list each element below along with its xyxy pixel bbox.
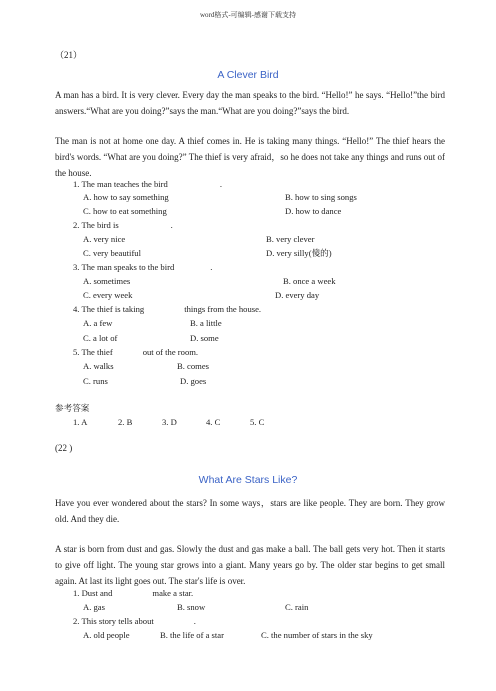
- question-text: 2. This story tells about: [73, 616, 154, 626]
- answer-1: 1. A: [73, 417, 88, 427]
- section-21-paragraph-1: A man has a bird. It is very clever. Every day the man speaks to the bird. “Hello!” he says. “Hello!”the bird answers.“What are you doing?”says the man.“What are you doing?”says the bird.: [55, 90, 445, 116]
- answer-2: 2. B: [118, 417, 133, 427]
- section-21-number: （21）: [55, 50, 83, 60]
- section-22-paragraph-1: Have you ever wondered about the stars? In some ways，stars are like people. They are born. They grow old. And they die.: [55, 498, 445, 524]
- question-end: .: [210, 262, 213, 272]
- question-end: .: [170, 220, 173, 230]
- s21-q4-option-a: A. a few: [83, 318, 113, 328]
- section-21-title: A Clever Bird: [217, 69, 279, 81]
- s22-q2-option-c: C. the number of stars in the sky: [261, 630, 373, 640]
- question-text: 5. The thief: [73, 347, 113, 357]
- section-22-title: What Are Stars Like?: [198, 474, 298, 486]
- question-text: 1. The man teaches the bird: [73, 179, 168, 189]
- answer-3: 3. D: [162, 417, 177, 427]
- s21-q5-option-c: C. runs: [83, 376, 108, 386]
- s21-question-3: [73, 261, 212, 274]
- s21-q5-option-d: D. goes: [180, 376, 207, 386]
- s21-q2-option-d: D. very silly(傻的): [266, 248, 332, 258]
- question-end: make a star.: [152, 588, 194, 598]
- s22-q1-option-a: A. gas: [83, 602, 105, 612]
- question-end: .: [219, 179, 222, 189]
- s21-q3-option-b: B. once a week: [283, 276, 336, 286]
- s21-q4-option-d: D. some: [190, 333, 219, 343]
- s22-q2-option-b: B. the life of a star: [160, 630, 224, 640]
- s21-q3-option-a: A. sometimes: [83, 276, 131, 286]
- s21-q2-option-a: A. very nice: [83, 234, 126, 244]
- question-end: out of the room.: [142, 347, 199, 357]
- s22-question-2: [73, 615, 196, 628]
- s21-q5-option-a: A. walks: [83, 361, 114, 371]
- s21-q1-option-c: C. how to eat something: [83, 206, 167, 216]
- s21-q5-option-b: B. comes: [177, 361, 209, 371]
- s21-q3-option-d: D. every day: [275, 290, 320, 300]
- section-22-number: (22 ): [55, 443, 73, 453]
- s21-q4-option-c: C. a lot of: [83, 333, 118, 343]
- s21-q1-option-b: B. how to sing songs: [285, 192, 357, 202]
- s22-question-1: [73, 587, 193, 600]
- s21-question-4: [73, 303, 261, 316]
- section-21-paragraph-2: The man is not at home one day. A thief comes in. He is taking many things. “Hello!” The thief hears the bird's words. “What are you doing?” The thief is very afraid，so he does not take any things and runs out of the house.: [55, 136, 445, 178]
- s21-q2-option-c: C. very beautiful: [83, 248, 141, 258]
- s21-q1-option-d: D. how to dance: [285, 206, 342, 216]
- s21-q4-option-b: B. a little: [190, 318, 222, 328]
- page-header: word格式-可编辑-感谢下载支持: [199, 11, 297, 19]
- answer-heading: 参考答案: [55, 403, 90, 413]
- s21-q3-option-c: C. every week: [83, 290, 133, 300]
- s22-q2-option-a: A. old people: [83, 630, 130, 640]
- question-text: 2. The bird is: [73, 220, 119, 230]
- question-end: .: [193, 616, 196, 626]
- s22-q1-option-c: C. rain: [285, 602, 309, 612]
- question-text: 4. The thief is taking: [73, 304, 145, 314]
- s21-q2-option-b: B. very clever: [266, 234, 315, 244]
- s21-question-5: [73, 346, 198, 359]
- question-end: things from the house.: [184, 304, 262, 314]
- answer-5: 5. C: [250, 417, 265, 427]
- s21-q1-option-a: A. how to say something: [83, 192, 169, 202]
- s21-question-2: [73, 219, 173, 232]
- question-text: 1. Dust and: [73, 588, 113, 598]
- s22-q1-option-b: B. snow: [177, 602, 206, 612]
- s21-question-1: [73, 178, 222, 191]
- answer-4: 4. C: [206, 417, 221, 427]
- section-22-paragraph-2: A star is born from dust and gas. Slowly the dust and gas make a ball. The ball gets very hot. Then it starts to give off light. The young star grows into a giant. Many years go by. The older star begins to get small again. At last its light goes out. The star's life is over.: [55, 544, 445, 586]
- question-text: 3. The man speaks to the bird: [73, 262, 175, 272]
